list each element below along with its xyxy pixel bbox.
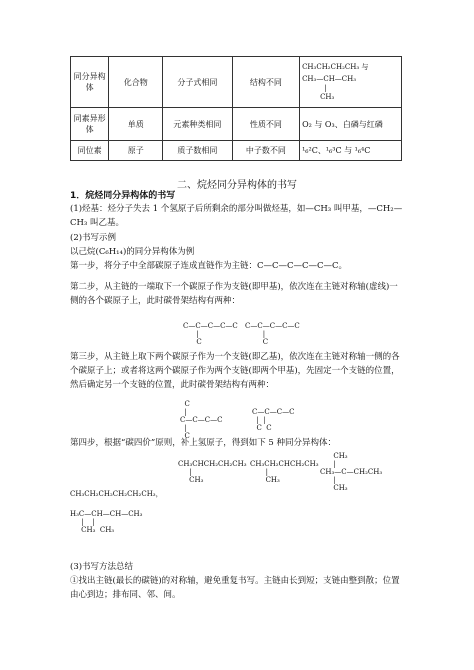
table-cell: ¹₆²C、¹₆³C 与 ¹₆⁴C bbox=[300, 141, 402, 161]
paragraph: 第一步，将分子中全部碳原子连成直链作为主链：C—C—C—C—C—C。 bbox=[70, 261, 348, 271]
paragraph: (2)书写示例 bbox=[70, 233, 117, 243]
paragraph: 第四步，根据“碳四价”原则，补上氢原子，得到如下 5 种同分异构体： bbox=[70, 438, 337, 448]
table-cell: 化合物 bbox=[109, 57, 163, 108]
example-line: | bbox=[324, 83, 327, 92]
table-cell: 同分异构体 bbox=[71, 57, 109, 108]
paragraph: 第三步，从主链上取下两个碳原子作为一个支链(即乙基)，依次连在主链对称轴一侧的各个碳原子上；或者将这两个碳原子作为两个支链(即两个甲基)，先固定一个支链的位置，然后确定另一个支链的位置，此时碳骨架结构有两种： bbox=[70, 352, 400, 390]
paragraph: 第二步，从主链的一端取下一个碳原子作为支链(即甲基)，依次连在主链对称轴(虚线)一侧的各个碳原子上，此时碳骨架结构有两种： bbox=[70, 282, 398, 306]
table-cell: 分子式相同 bbox=[163, 57, 232, 108]
paragraph: (3)书写方法总结 bbox=[70, 562, 134, 572]
table-row bbox=[71, 57, 402, 108]
carbon-skeleton: C—C—C—C | | C C bbox=[252, 408, 295, 432]
table-cell: 同位素 bbox=[71, 141, 109, 161]
table-row bbox=[71, 141, 402, 161]
table-cell: 元素种类相同 bbox=[163, 108, 232, 141]
comparison-table bbox=[70, 56, 402, 161]
table-cell: 中子数不同 bbox=[232, 141, 299, 161]
isomer-formula: CH₃ | CH₃—C—CH₂CH₃ | CH₃ bbox=[320, 452, 383, 492]
table-cell: 单质 bbox=[109, 108, 163, 141]
sub-title: 1．烷烃同分异构体的书写 bbox=[70, 191, 176, 201]
table-cell: 原子 bbox=[109, 141, 163, 161]
table-cell: O₂ 与 O₃、白磷与红磷 bbox=[300, 108, 402, 141]
example-line: CH₃CH₂CH₂CH₃ 与 bbox=[302, 62, 369, 71]
isomer-formula: CH₃CH₂CH₂CH₂CH₂CH₃， bbox=[70, 490, 163, 498]
isomer-formula: H₃C—CH—CH—CH₃ | | CH₃ CH₃ bbox=[70, 510, 143, 534]
paragraph: (1)烃基：烃分子失去 1 个氢原子后所剩余的部分叫做烃基，如—CH₃ 叫甲基，—CH₂—CH₃ 叫乙基。 bbox=[70, 204, 403, 228]
example-line: CH₃ bbox=[320, 92, 335, 101]
table-cell: 质子数相同 bbox=[163, 141, 232, 161]
table-cell: 同素异形体 bbox=[71, 108, 109, 141]
carbon-skeleton: C—C—C—C—C | C bbox=[245, 322, 300, 346]
table-row bbox=[71, 108, 402, 141]
paragraph: ①找出主链(最长的碳链)的对称轴，避免重复书写。主链由长到短；支链由整到散；位置由心到边；排布同、邻、间。 bbox=[70, 576, 400, 600]
table-cell: 结构不同 bbox=[232, 57, 299, 108]
table-cell: 性质不同 bbox=[232, 108, 299, 141]
carbon-skeleton: C—C—C—C—C | C bbox=[183, 322, 238, 346]
example-line: CH₃—CH—CH₃ bbox=[302, 74, 357, 83]
carbon-skeleton: C | C—C—C—C | C bbox=[180, 400, 223, 440]
table-cell-example bbox=[300, 57, 402, 108]
section-title: 二、烷烃同分异构体的书写 bbox=[177, 180, 297, 191]
paragraph: 以己烷(C₆H₁₄)的同分异构体为例 bbox=[70, 247, 195, 257]
isomer-formula: CH₃CHCH₂CH₂CH₃ | CH₃ bbox=[178, 460, 247, 484]
isomer-formula: CH₃CH₂CHCH₂CH₃ | CH₃ bbox=[250, 460, 319, 484]
